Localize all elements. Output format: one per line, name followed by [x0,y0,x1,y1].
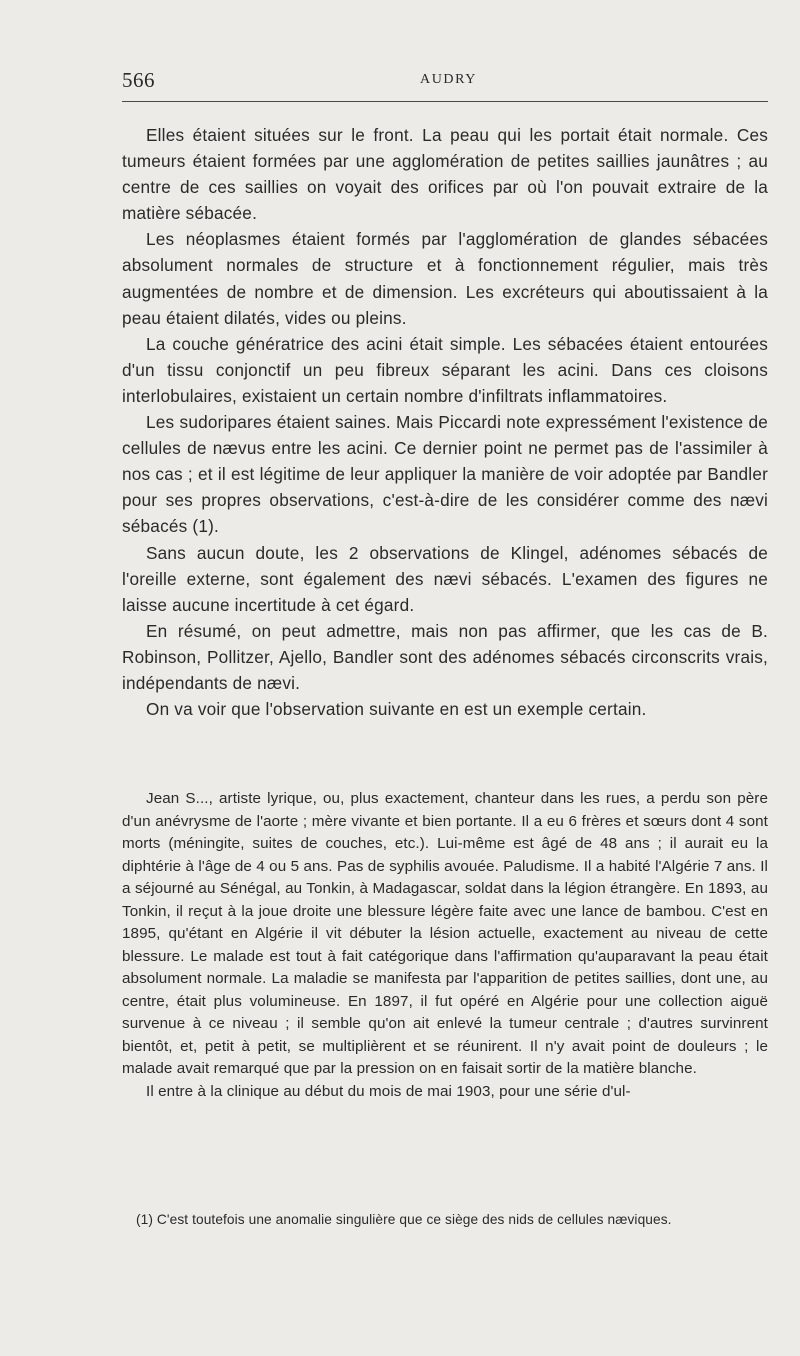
paragraph-5: Sans aucun doute, les 2 observations de Klingel, adénomes sébacés de l'oreille externe, sont également des nævi sébacés. L'examen des figures ne laisse aucune incertitude à cet égard. [122,542,768,615]
header-rule [122,101,768,102]
paragraph-4: Les sudoripares étaient saines. Mais Piccardi note expressément l'existence de cellules de nævus entre les acini. Ce dernier point ne permet pas de l'assimiler à nos cas ; et il est légitime de leur appliquer la manière de voir adoptée par Bandler pour ses propres observations, c'est-à-dire de les considérer comme des nævi sébacés (1). [122,412,768,537]
paragraph-7: On va voir que l'observation suivante en est un exemple certain. [146,699,647,720]
footnote-text: (1) C'est toutefois une anomalie singulière que ce siège des nids de cellules næviques. [136,1212,672,1227]
case-paragraph-1: Jean S..., artiste lyrique, ou, plus exactement, chanteur dans les rues, a perdu son père d'un anévrysme de l'aorte ; mère vivante et bien portante. Il a eu 6 frères et sœurs dont 4 sont morts (méningite, suites de couches, etc.). Lui-même est âgé de 48 ans ; il aurait eu la diphtérie à l'âge de 4 ou 5 ans. Pas de syphilis avouée. Paludisme. Il a habité l'Algérie 7 ans. Il a séjourné au Sénégal, au Tonkin, à Madagascar, soldat dans la légion étrangère. En 1893, au Tonkin, il reçut à la joue droite une blessure légère faite avec une lance de bambou. C'est en 1895, qu'étant en Algérie il vit débuter la lésion actuelle, exactement au niveau de cette blessure. Le malade est tout à fait catégorique dans l'affirmation qu'auparavant la peau était absolument normale. La maladie se manifesta par l'apparition de petites saillies, dont une, au centre, était plus volumineuse. En 1897, il fut opéré en Algérie pour une collection aiguë survenue à ce niveau ; il semble qu'on ait enlevé la tumeur centrale ; d'autres survinrent bientôt, et, petit à petit, se multiplièrent et se réunirent. Il n'y avait point de douleurs ; le malade avait remarqué que par la pression on en faisait sortir de la matière blanche. [122,790,768,1077]
page-number: 566 [122,68,155,92]
paragraph-6: En résumé, on peut admettre, mais non pas affirmer, que les cas de B. Robinson, Pollitzer, Ajello, Bandler sont des adénomes sébacés circonscrits vrais, indépendants de nævi. [122,620,768,693]
page-header [122,68,768,94]
running-head: AUDRY [420,72,478,87]
footnote [122,1210,768,1229]
case-paragraph-2: Il entre à la clinique au début du mois de mai 1903, pour une série d'ul- [146,1082,631,1100]
main-text [122,122,768,722]
paragraph-1: Elles étaient situées sur le front. La peau qui les portait était normale. Ces tumeurs étaient formées par une agglomération de petites saillies jaunâtres ; au centre de ces saillies on voyait des orifices par où l'on pouvait extraire de la matière sébacée. [122,125,768,224]
paragraph-3: La couche génératrice des acini était simple. Les sébacées étaient entourées d'un tissu conjonctif un peu fibreux séparant les acini. Dans ces cloisons interlobulaires, existaient un certain nombre d'infiltrats inflammatoires. [122,333,768,406]
case-report [122,788,768,1103]
paragraph-2: Les néoplasmes étaient formés par l'agglomération de glandes sébacées absolument normales de structure et à fonctionnement régulier, mais très augmentées de nombre et de dimension. Les excréteurs qui aboutissaient à la peau étaient dilatés, vides ou pleins. [122,229,768,328]
